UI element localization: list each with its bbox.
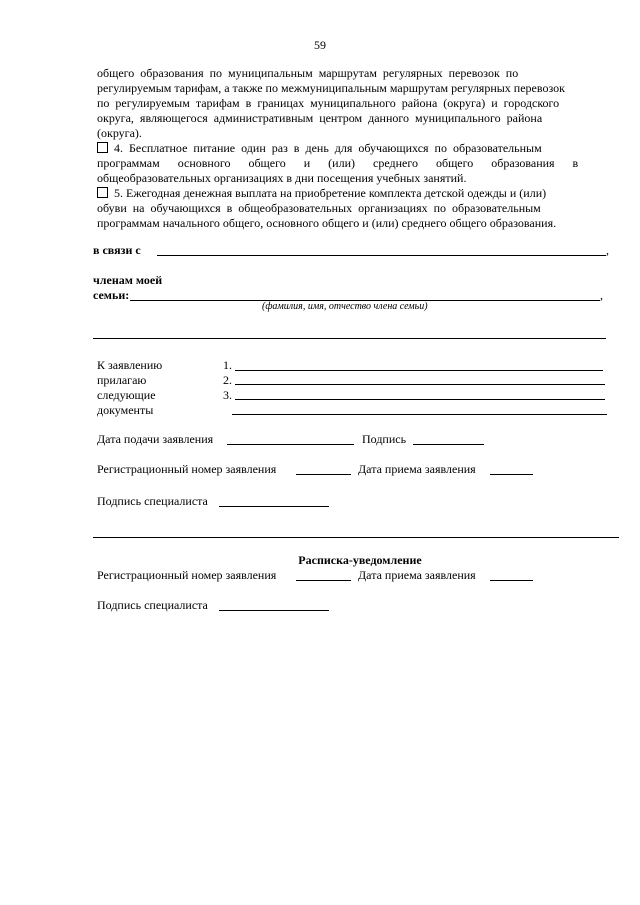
- option-4-checkbox[interactable]: [97, 142, 108, 153]
- family-label-line-2: семьи:: [93, 288, 130, 302]
- attachments-label-line-3: следующие: [97, 388, 156, 402]
- receipt-specialist-field[interactable]: [219, 610, 329, 611]
- submission-date-label: Дата подачи заявления: [97, 432, 214, 446]
- attachments-label-line-2: прилагаю: [97, 373, 147, 387]
- receipt-specialist-label: Подпись специалиста: [97, 598, 208, 612]
- receipt-reg-number-field[interactable]: [296, 580, 351, 581]
- option-5-checkbox[interactable]: [97, 187, 108, 198]
- reason-comma: ,: [606, 243, 609, 257]
- page-number: 59: [314, 38, 326, 52]
- attachment-number-3: 3.: [223, 388, 232, 402]
- intro-line-4: округа, являющегося административным центром данного муниципального района: [97, 111, 543, 125]
- receipt-date-field[interactable]: [490, 474, 533, 475]
- attachments-label-line-1: К заявлению: [97, 358, 163, 372]
- receipt-date-label: Дата приема заявления: [358, 462, 476, 476]
- family-caption: (фамилия, имя, отчество члена семьи): [262, 301, 428, 312]
- receipt-receipt-date-label: Дата приема заявления: [358, 568, 476, 582]
- specialist-signature-field[interactable]: [219, 506, 329, 507]
- specialist-signature-label: Подпись специалиста: [97, 494, 208, 508]
- option-4-line-1: 4. Бесплатное питание один раз в день для обучающихся по образовательным: [114, 141, 542, 155]
- attachment-field-1[interactable]: [235, 370, 603, 371]
- attachments-label-line-4: документы: [97, 403, 154, 417]
- signature-label: Подпись: [362, 432, 407, 446]
- submission-date-field[interactable]: [227, 444, 354, 445]
- attachment-field-2[interactable]: [235, 384, 605, 385]
- family-label-line-1: членам моей: [93, 273, 163, 287]
- option-5: [97, 186, 610, 231]
- cut-line-divider: [93, 537, 619, 538]
- option-4-line-2: программам основного общего и (или) среднего общего образования в: [97, 156, 579, 170]
- option-5-line-2: обуви на обучающихся в общеобразовательных организациях по образовательным: [97, 201, 541, 215]
- family-member-field-2[interactable]: [93, 338, 606, 339]
- receipt-title: Расписка-уведомление: [298, 553, 422, 567]
- option-4: [97, 141, 610, 186]
- attachment-field-4[interactable]: [232, 414, 607, 415]
- intro-line-5: (округа).: [97, 126, 142, 140]
- option-4-line-3: общеобразовательных организациях в дни посещения учебных занятий.: [97, 171, 467, 185]
- intro-line-2: регулируемым тарифам, а также по межмуниципальным маршрутам регулярных перевозок: [97, 81, 565, 95]
- attachment-number-2: 2.: [223, 373, 232, 387]
- reg-number-field[interactable]: [296, 474, 351, 475]
- receipt-reg-number-label: Регистрационный номер заявления: [97, 568, 277, 582]
- signature-field[interactable]: [413, 444, 484, 445]
- receipt-receipt-date-field[interactable]: [490, 580, 533, 581]
- reason-label: в связи с: [93, 243, 141, 257]
- family-comma: ,: [600, 288, 603, 302]
- intro-line-1: общего образования по муниципальным маршрутам регулярных перевозок по: [97, 66, 519, 80]
- reg-number-label: Регистрационный номер заявления: [97, 462, 277, 476]
- option-5-line-3: программам начального общего, основного общего и (или) среднего общего образования.: [97, 216, 557, 230]
- attachment-field-3[interactable]: [235, 399, 605, 400]
- option-5-line-1: 5. Ежегодная денежная выплата на приобретение комплекта детской одежды и (или): [114, 186, 547, 200]
- intro-paragraph: [97, 66, 610, 141]
- reason-field[interactable]: [157, 255, 606, 256]
- attachment-number-1: 1.: [223, 358, 232, 372]
- intro-line-3: по регулируемым тарифам в границах муниципального района (округа) и городского: [97, 96, 560, 110]
